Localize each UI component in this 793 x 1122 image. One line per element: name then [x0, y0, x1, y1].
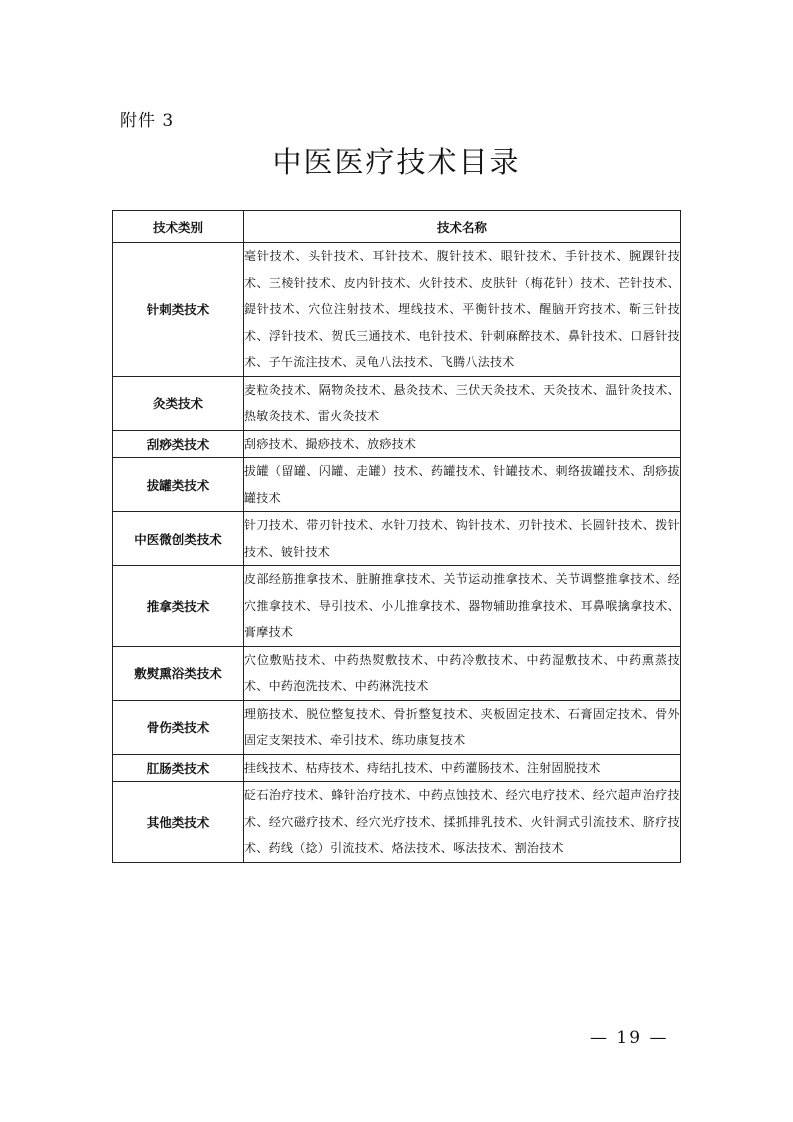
row-names: 针刀技术、带刃针技术、水针刀技术、钩针技术、刃针技术、长圆针技术、拨针技术、铍针技术: [244, 512, 681, 566]
row-names: 刮痧技术、撮痧技术、放痧技术: [244, 430, 681, 458]
row-category: 拔罐类技术: [113, 458, 244, 512]
table-row: [113, 754, 681, 782]
row-names: 毫针技术、头针技术、耳针技术、腹针技术、眼针技术、手针技术、腕踝针技术、三棱针技术、皮内针技术、火针技术、皮肤针（梅花针）技术、芒针技术、鍉针技术、穴位注射技术、埋线技术、平衡针技术、醒脑开窍技术、靳三针技术、浮针技术、贺氏三通技术、电针技术、针刺麻醉技术、鼻针技术、口唇针技术、子午流注技术、灵龟八法技术、飞腾八法技术: [244, 243, 681, 377]
row-names: 麦粒灸技术、隔物灸技术、悬灸技术、三伏天灸技术、天灸技术、温针灸技术、热敏灸技术、雷火灸技术: [244, 376, 681, 430]
table-row: [113, 430, 681, 458]
row-category: 推拿类技术: [113, 566, 244, 647]
table-row: [113, 512, 681, 566]
table-row: [113, 458, 681, 512]
header-names: 技术名称: [244, 211, 681, 243]
annex-label: 附件 3: [120, 111, 175, 131]
row-names: 皮部经筋推拿技术、脏腑推拿技术、关节运动推拿技术、关节调整推拿技术、经穴推拿技术、导引技术、小儿推拿技术、器物辅助推拿技术、耳鼻喉擒拿技术、膏摩技术: [244, 566, 681, 647]
row-category: 刮痧类技术: [113, 430, 244, 458]
row-category: 其他类技术: [113, 782, 244, 863]
table-row: [113, 646, 681, 700]
row-category: 肛肠类技术: [113, 754, 244, 782]
row-names: 挂线技术、枯痔技术、痔结扎技术、中药灌肠技术、注射固脱技术: [244, 754, 681, 782]
row-category: 敷熨熏浴类技术: [113, 646, 244, 700]
table-row: [113, 700, 681, 754]
row-category: 中医微创类技术: [113, 512, 244, 566]
table-row: [113, 566, 681, 647]
row-category: 针刺类技术: [113, 243, 244, 377]
row-category: 骨伤类技术: [113, 700, 244, 754]
table-row: [113, 243, 681, 377]
row-category: 灸类技术: [113, 376, 244, 430]
table-row: [113, 376, 681, 430]
row-names: 拔罐（留罐、闪罐、走罐）技术、药罐技术、针罐技术、刺络拔罐技术、刮痧拔罐技术: [244, 458, 681, 512]
row-names: 砭石治疗技术、蜂针治疗技术、中药点蚀技术、经穴电疗技术、经穴超声治疗技术、经穴磁疗技术、经穴光疗技术、揉抓排乳技术、火针洞式引流技术、脐疗技术、药线（捻）引流技术、烙法技术、啄法技术、割治技术: [244, 782, 681, 863]
technology-catalog-table: [112, 210, 681, 863]
document-title: 中医医疗技术目录: [272, 145, 521, 179]
row-names: 穴位敷贴技术、中药热熨敷技术、中药冷敷技术、中药湿敷技术、中药熏蒸技术、中药泡洗技术、中药淋洗技术: [244, 646, 681, 700]
table-row: [113, 782, 681, 863]
table-header-row: [113, 211, 681, 243]
header-category: 技术类别: [113, 211, 244, 243]
page-number: — 19 —: [590, 1028, 669, 1048]
row-names: 理筋技术、脱位整复技术、骨折整复技术、夹板固定技术、石膏固定技术、骨外固定支架技术、牵引技术、练功康复技术: [244, 700, 681, 754]
